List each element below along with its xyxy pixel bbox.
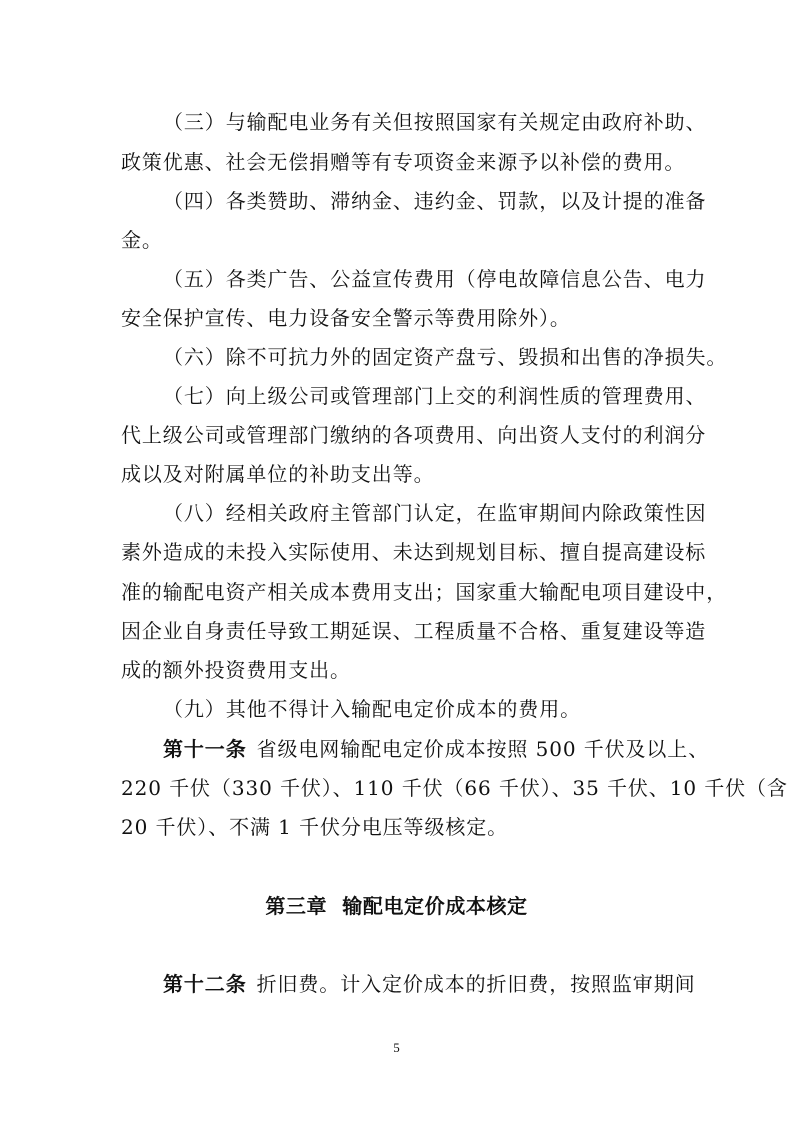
paragraph-line: 准的输配电资产相关成本费用支出；国家重大输配电项目建设中， — [121, 580, 728, 604]
paragraph-line: （七）向上级公司或管理部门上交的利润性质的管理费用、 — [163, 384, 707, 408]
paragraph-line: 成以及对附属单位的补助支出等。 — [121, 462, 435, 486]
article-12-line — [163, 972, 696, 996]
article-11-line — [163, 737, 710, 761]
paragraph-line: 政策优惠、社会无偿捐赠等有专项资金来源予以补偿的费用。 — [121, 150, 686, 174]
article-label: 第十二条 — [163, 972, 247, 996]
paragraph-line: 代上级公司或管理部门缴纳的各项费用、向出资人支付的利润分 — [121, 423, 707, 447]
article-text: 省级电网输配电定价成本按照 500 千伏及以上、 — [256, 737, 710, 761]
chapter-title: 第三章 输配电定价成本核定 — [265, 894, 528, 918]
paragraph-line: 220 千伏（330 千伏）、110 千伏（66 千伏）、35 千伏、10 千伏（含 — [121, 776, 788, 800]
paragraph-line: 20 千伏）、不满 1 千伏分电压等级核定。 — [121, 815, 509, 839]
page-number: 5 — [393, 1040, 400, 1055]
article-label: 第十一条 — [163, 737, 247, 761]
paragraph-line: 因企业自身责任导致工期延误、工程质量不合格、重复建设等造 — [121, 619, 707, 643]
article-text: 折旧费。计入定价成本的折旧费，按照监审期间 — [256, 972, 696, 996]
paragraph-line: （八）经相关政府主管部门认定，在监审期间内除政策性因 — [163, 501, 707, 525]
paragraph-line: （九）其他不得计入输配电定价成本的费用。 — [163, 697, 581, 721]
paragraph-line: （四）各类赞助、滞纳金、违约金、罚款，以及计提的准备 — [163, 189, 707, 213]
paragraph-line: 金。 — [121, 228, 163, 252]
paragraph-line: （五）各类广告、公益宣传费用（停电故障信息公告、电力 — [163, 267, 707, 291]
paragraph-line: 成的额外投资费用支出。 — [121, 658, 351, 682]
paragraph-line: 安全保护宣传、电力设备安全警示等费用除外）。 — [121, 306, 571, 330]
paragraph-line: （三）与输配电业务有关但按照国家有关规定由政府补助、 — [163, 110, 707, 134]
paragraph-line: 素外造成的未投入实际使用、未达到规划目标、擅自提高建设标 — [121, 540, 707, 564]
paragraph-line: （六）除不可抗力外的固定资产盘亏、毁损和出售的净损失。 — [163, 345, 728, 369]
